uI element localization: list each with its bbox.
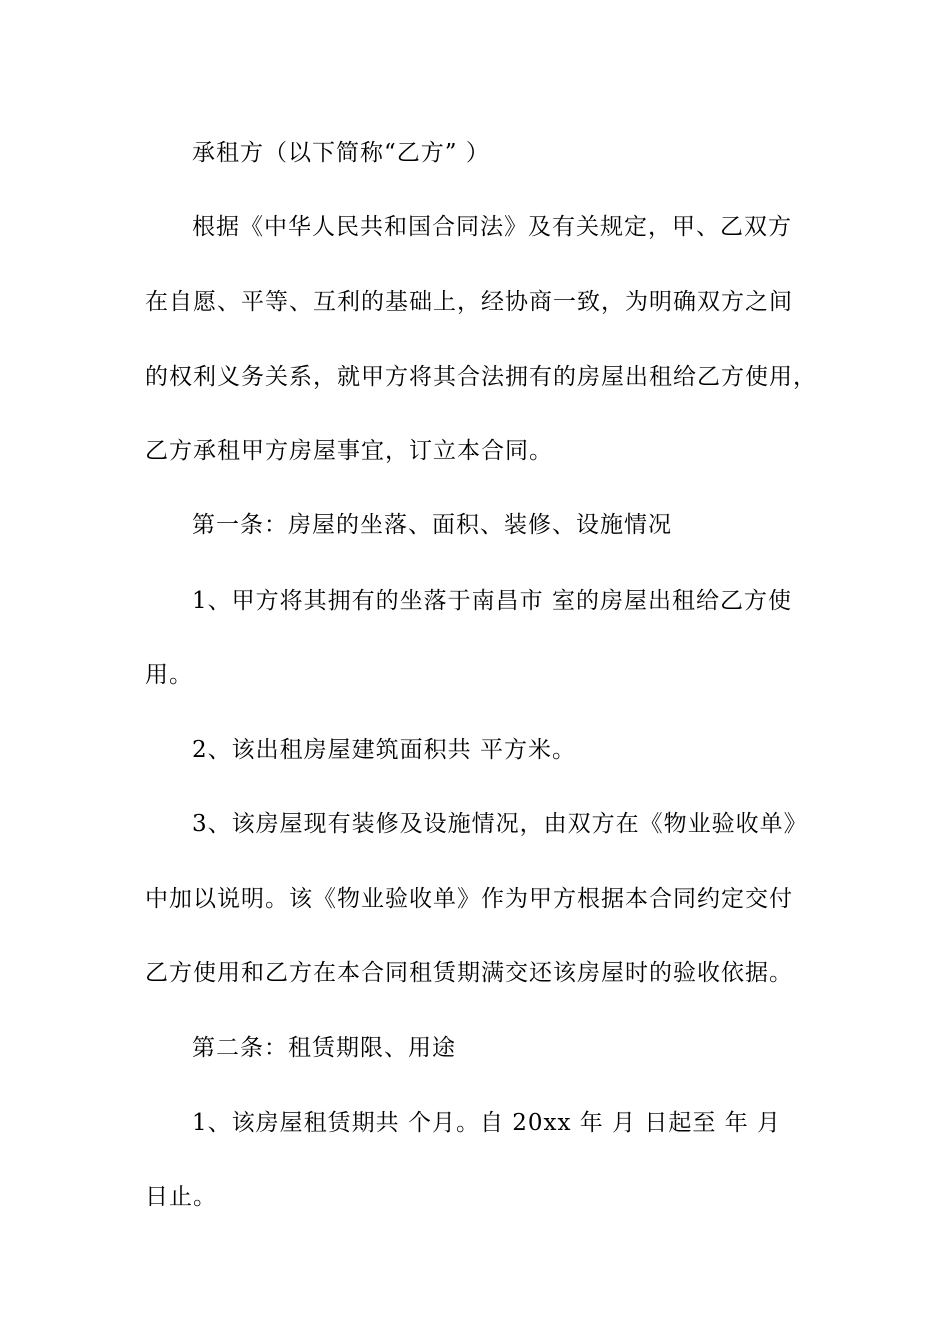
paragraph-line: 根据《中华人民共和国合同法》及有关规定，甲、乙双方 (192, 214, 792, 240)
clause-line: 1、甲方将其拥有的坐落于南昌市 室的房屋出租给乙方使 (192, 588, 792, 614)
clause-line: 中加以说明。该《物业验收单》作为甲方根据本合同约定交付 (145, 886, 793, 912)
clause-line: 1、该房屋租赁期共 个月。自 20xx 年 月 日起至 年 月 (192, 1110, 782, 1136)
clause-line: 乙方使用和乙方在本合同租赁期满交还该房屋时的验收依据。 (145, 960, 793, 986)
paragraph-line: 的权利义务关系，就甲方将其合法拥有的房屋出租给乙方使用， (145, 364, 817, 390)
paragraph-lessee-title: 承租方（以下简称“乙方” ） (192, 140, 490, 166)
paragraph-line: 在自愿、平等、互利的基础上，经协商一致，为明确双方之间 (145, 289, 793, 315)
clause-line: 2、该出租房屋建筑面积共 平方米。 (192, 737, 576, 763)
article-heading-1: 第一条：房屋的坐落、面积、装修、设施情况 (192, 512, 672, 538)
clause-line: 3、该房屋现有装修及设施情况，由双方在《物业验收单》 (192, 811, 808, 837)
paragraph-line: 乙方承租甲方房屋事宜，订立本合同。 (145, 438, 553, 464)
article-heading-2: 第二条：租赁期限、用途 (192, 1035, 456, 1061)
clause-line: 用。 (145, 662, 193, 688)
clause-line: 日止。 (145, 1184, 217, 1210)
